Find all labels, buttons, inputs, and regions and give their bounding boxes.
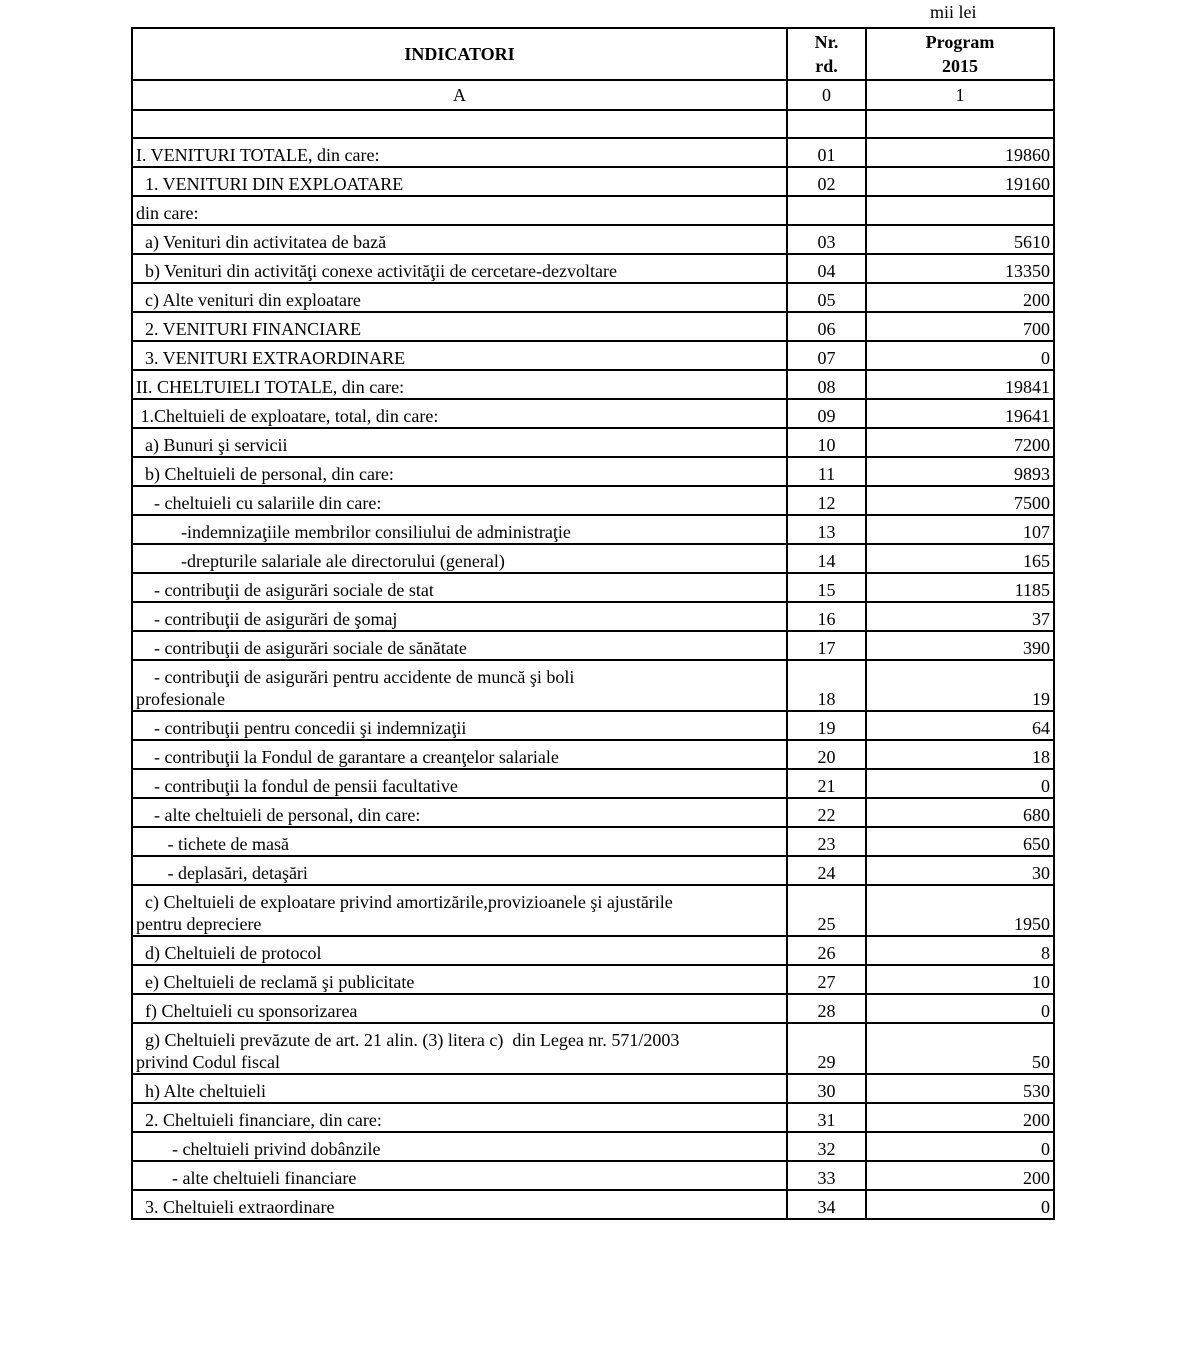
program-value-cell: 700 bbox=[866, 312, 1054, 341]
row-number-cell: 32 bbox=[787, 1132, 866, 1161]
program-value-cell: 530 bbox=[866, 1074, 1054, 1103]
row-number-cell: 23 bbox=[787, 827, 866, 856]
program-value-cell: 200 bbox=[866, 283, 1054, 312]
table-row bbox=[132, 486, 1054, 515]
row-number-cell: 19 bbox=[787, 711, 866, 740]
table-row bbox=[132, 167, 1054, 196]
indicator-cell: - deplasări, detaşări bbox=[132, 856, 787, 885]
table-row bbox=[132, 827, 1054, 856]
table-row bbox=[132, 769, 1054, 798]
table-row bbox=[132, 994, 1054, 1023]
indicator-cell: - contribuţii de asigurări de şomaj bbox=[132, 602, 787, 631]
table-row bbox=[132, 138, 1054, 167]
table-row bbox=[132, 544, 1054, 573]
indicator-cell: - contribuţii la fondul de pensii facultative bbox=[132, 769, 787, 798]
header-indicators: INDICATORI bbox=[132, 28, 787, 80]
program-value-cell: 8 bbox=[866, 936, 1054, 965]
indicator-cell: c) Alte venituri din exploatare bbox=[132, 283, 787, 312]
indicator-cell: a) Bunuri şi servicii bbox=[132, 428, 787, 457]
row-number-cell: 14 bbox=[787, 544, 866, 573]
table-row bbox=[132, 399, 1054, 428]
row-number-cell: 20 bbox=[787, 740, 866, 769]
table-row bbox=[132, 573, 1054, 602]
row-number-cell: 06 bbox=[787, 312, 866, 341]
column-letter-a: A bbox=[132, 80, 787, 110]
header-program-line2: 2015 bbox=[942, 56, 978, 76]
row-number-cell: 03 bbox=[787, 225, 866, 254]
table-row bbox=[132, 740, 1054, 769]
program-value-cell: 7200 bbox=[866, 428, 1054, 457]
row-number-cell: 05 bbox=[787, 283, 866, 312]
indicator-cell: - contribuţii de asigurări sociale de stat bbox=[132, 573, 787, 602]
table-row bbox=[132, 660, 1054, 711]
row-number-cell: 21 bbox=[787, 769, 866, 798]
indicator-cell: h) Alte cheltuieli bbox=[132, 1074, 787, 1103]
indicator-cell: g) Cheltuieli prevăzute de art. 21 alin. (3) litera c) din Legea nr. 571/2003 privind Codul fiscal bbox=[132, 1023, 787, 1074]
indicator-cell: - tichete de masă bbox=[132, 827, 787, 856]
row-number-cell bbox=[787, 196, 866, 225]
row-number-cell: 28 bbox=[787, 994, 866, 1023]
row-number-cell: 18 bbox=[787, 660, 866, 711]
table-row bbox=[132, 1023, 1054, 1074]
indicator-cell: - contribuţii de asigurări pentru accidente de muncă şi boli profesionale bbox=[132, 660, 787, 711]
row-number-cell: 30 bbox=[787, 1074, 866, 1103]
program-value-cell: 64 bbox=[866, 711, 1054, 740]
table-row bbox=[132, 225, 1054, 254]
table-row bbox=[132, 196, 1054, 225]
table-row bbox=[132, 885, 1054, 936]
indicator-cell: - contribuţii pentru concedii şi indemnizaţii bbox=[132, 711, 787, 740]
table-row bbox=[132, 457, 1054, 486]
blank-cell bbox=[787, 110, 866, 138]
program-value-cell: 19160 bbox=[866, 167, 1054, 196]
row-number-cell: 08 bbox=[787, 370, 866, 399]
row-number-cell: 16 bbox=[787, 602, 866, 631]
table-row bbox=[132, 1132, 1054, 1161]
row-number-cell: 02 bbox=[787, 167, 866, 196]
header-nr-line1: Nr. bbox=[814, 32, 839, 52]
indicator-cell: -indemnizaţiile membrilor consiliului de administraţie bbox=[132, 515, 787, 544]
program-value-cell: 7500 bbox=[866, 486, 1054, 515]
program-value-cell: 19860 bbox=[866, 138, 1054, 167]
blank-cell bbox=[866, 110, 1054, 138]
indicator-cell: 1.Cheltuieli de exploatare, total, din care: bbox=[132, 399, 787, 428]
row-number-cell: 27 bbox=[787, 965, 866, 994]
program-value-cell bbox=[866, 196, 1054, 225]
indicator-cell: 2. VENITURI FINANCIARE bbox=[132, 312, 787, 341]
indicator-cell: - contribuţii de asigurări sociale de sănătate bbox=[132, 631, 787, 660]
row-number-cell: 17 bbox=[787, 631, 866, 660]
indicator-cell: e) Cheltuieli de reclamă şi publicitate bbox=[132, 965, 787, 994]
program-value-cell: 0 bbox=[866, 1190, 1054, 1219]
row-number-cell: 26 bbox=[787, 936, 866, 965]
indicator-cell: d) Cheltuieli de protocol bbox=[132, 936, 787, 965]
budget-table bbox=[131, 27, 1055, 1220]
indicator-cell: - contribuţii la Fondul de garantare a creanţelor salariale bbox=[132, 740, 787, 769]
table-row bbox=[132, 312, 1054, 341]
row-number-cell: 15 bbox=[787, 573, 866, 602]
table-row bbox=[132, 341, 1054, 370]
header-program bbox=[866, 28, 1054, 80]
row-number-cell: 24 bbox=[787, 856, 866, 885]
indicator-cell: 1. VENITURI DIN EXPLOATARE bbox=[132, 167, 787, 196]
indicator-cell: - alte cheltuieli de personal, din care: bbox=[132, 798, 787, 827]
row-number-cell: 11 bbox=[787, 457, 866, 486]
blank-row bbox=[132, 110, 1054, 138]
program-value-cell: 9893 bbox=[866, 457, 1054, 486]
table-row bbox=[132, 428, 1054, 457]
table-row bbox=[132, 798, 1054, 827]
row-number-cell: 31 bbox=[787, 1103, 866, 1132]
row-number-cell: 22 bbox=[787, 798, 866, 827]
row-number-cell: 13 bbox=[787, 515, 866, 544]
indicator-cell: -drepturile salariale ale directorului (general) bbox=[132, 544, 787, 573]
program-value-cell: 30 bbox=[866, 856, 1054, 885]
indicator-cell: 3. Cheltuieli extraordinare bbox=[132, 1190, 787, 1219]
indicator-cell: I. VENITURI TOTALE, din care: bbox=[132, 138, 787, 167]
header-nr-line2: rd. bbox=[815, 56, 838, 76]
program-value-cell: 0 bbox=[866, 1132, 1054, 1161]
program-value-cell: 200 bbox=[866, 1103, 1054, 1132]
indicator-cell: b) Venituri din activităţi conexe activităţii de cercetare-dezvoltare bbox=[132, 254, 787, 283]
table-row bbox=[132, 711, 1054, 740]
table-row bbox=[132, 631, 1054, 660]
program-value-cell: 37 bbox=[866, 602, 1054, 631]
program-value-cell: 107 bbox=[866, 515, 1054, 544]
table-row bbox=[132, 936, 1054, 965]
indicator-cell: 3. VENITURI EXTRAORDINARE bbox=[132, 341, 787, 370]
program-value-cell: 1950 bbox=[866, 885, 1054, 936]
table-row bbox=[132, 1161, 1054, 1190]
program-value-cell: 0 bbox=[866, 994, 1054, 1023]
header-row bbox=[132, 28, 1054, 80]
row-number-cell: 07 bbox=[787, 341, 866, 370]
program-value-cell: 19641 bbox=[866, 399, 1054, 428]
column-letter-row bbox=[132, 80, 1054, 110]
row-number-cell: 25 bbox=[787, 885, 866, 936]
indicator-cell: c) Cheltuieli de exploatare privind amortizările,provizioanele şi ajustările pentru depreciere bbox=[132, 885, 787, 936]
row-number-cell: 10 bbox=[787, 428, 866, 457]
row-number-cell: 29 bbox=[787, 1023, 866, 1074]
indicator-cell: - cheltuieli privind dobânzile bbox=[132, 1132, 787, 1161]
blank-cell bbox=[132, 110, 787, 138]
unit-label: mii lei bbox=[930, 2, 977, 22]
program-value-cell: 0 bbox=[866, 341, 1054, 370]
program-value-cell: 10 bbox=[866, 965, 1054, 994]
column-letter-0: 0 bbox=[787, 80, 866, 110]
row-number-cell: 01 bbox=[787, 138, 866, 167]
program-value-cell: 13350 bbox=[866, 254, 1054, 283]
indicator-cell: b) Cheltuieli de personal, din care: bbox=[132, 457, 787, 486]
table-row bbox=[132, 856, 1054, 885]
table-row bbox=[132, 602, 1054, 631]
header-program-line1: Program bbox=[925, 32, 995, 52]
program-value-cell: 0 bbox=[866, 769, 1054, 798]
program-value-cell: 19841 bbox=[866, 370, 1054, 399]
table-row bbox=[132, 1190, 1054, 1219]
row-number-cell: 33 bbox=[787, 1161, 866, 1190]
indicator-cell: II. CHELTUIELI TOTALE, din care: bbox=[132, 370, 787, 399]
table-row bbox=[132, 965, 1054, 994]
indicator-cell: - cheltuieli cu salariile din care: bbox=[132, 486, 787, 515]
indicator-cell: f) Cheltuieli cu sponsorizarea bbox=[132, 994, 787, 1023]
table-row bbox=[132, 283, 1054, 312]
indicator-cell: a) Venituri din activitatea de bază bbox=[132, 225, 787, 254]
program-value-cell: 390 bbox=[866, 631, 1054, 660]
row-number-cell: 12 bbox=[787, 486, 866, 515]
table-row bbox=[132, 370, 1054, 399]
program-value-cell: 680 bbox=[866, 798, 1054, 827]
row-number-cell: 04 bbox=[787, 254, 866, 283]
program-value-cell: 650 bbox=[866, 827, 1054, 856]
program-value-cell: 18 bbox=[866, 740, 1054, 769]
indicator-cell: - alte cheltuieli financiare bbox=[132, 1161, 787, 1190]
table-row bbox=[132, 254, 1054, 283]
column-letter-1: 1 bbox=[866, 80, 1054, 110]
program-value-cell: 50 bbox=[866, 1023, 1054, 1074]
row-number-cell: 34 bbox=[787, 1190, 866, 1219]
program-value-cell: 200 bbox=[866, 1161, 1054, 1190]
table-row bbox=[132, 1103, 1054, 1132]
table-row bbox=[132, 515, 1054, 544]
row-number-cell: 09 bbox=[787, 399, 866, 428]
indicator-cell: din care: bbox=[132, 196, 787, 225]
program-value-cell: 5610 bbox=[866, 225, 1054, 254]
program-value-cell: 1185 bbox=[866, 573, 1054, 602]
program-value-cell: 19 bbox=[866, 660, 1054, 711]
table-row bbox=[132, 1074, 1054, 1103]
header-row-number bbox=[787, 28, 866, 80]
indicator-cell: 2. Cheltuieli financiare, din care: bbox=[132, 1103, 787, 1132]
program-value-cell: 165 bbox=[866, 544, 1054, 573]
